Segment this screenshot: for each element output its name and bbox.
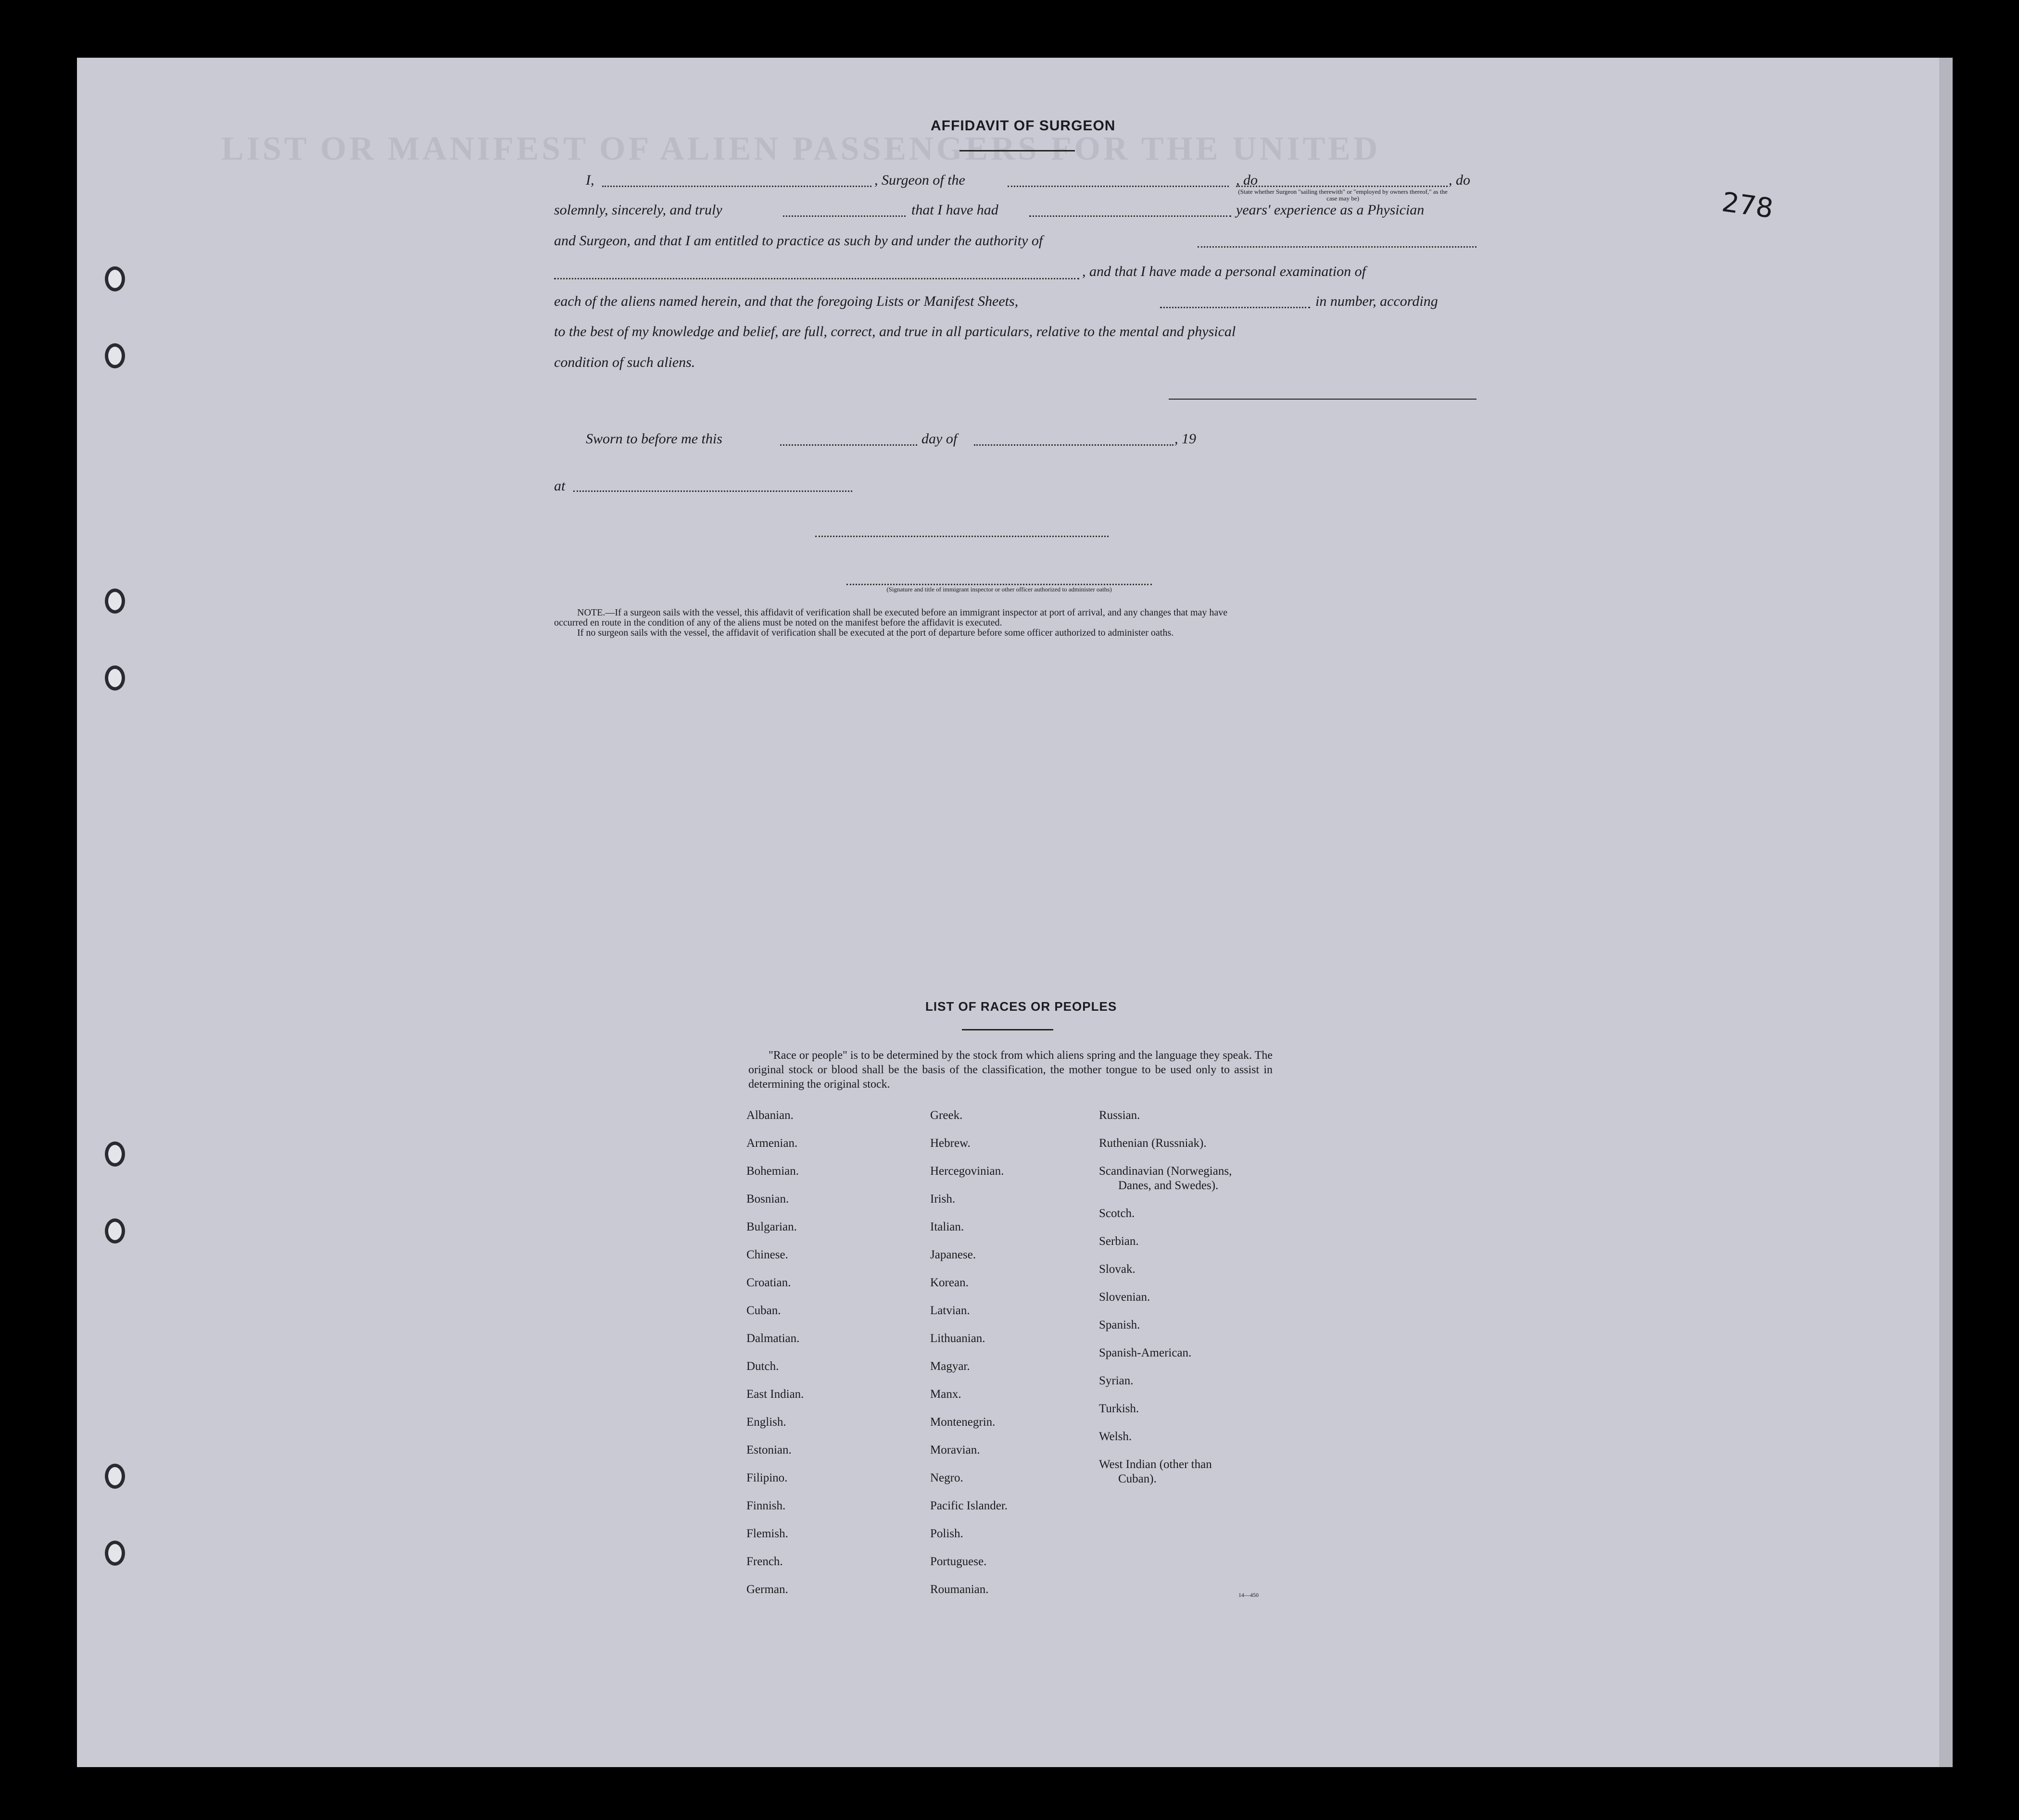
race-item: Ruthenian (Russniak). xyxy=(1099,1137,1207,1150)
affidavit-line5-b: in number, according xyxy=(1315,293,1438,309)
sworn-c: , 19 xyxy=(1174,431,1196,447)
race-item: Bosnian. xyxy=(746,1192,789,1205)
race-item: Albanian. xyxy=(746,1109,794,1122)
race-item: German. xyxy=(746,1583,788,1596)
race-item: East Indian. xyxy=(746,1388,804,1401)
race-item: Welsh. xyxy=(1099,1430,1132,1443)
race-item: Dutch. xyxy=(746,1360,779,1373)
affidavit-line1-b: , Surgeon of the xyxy=(874,172,965,188)
surgeon-signature-line[interactable] xyxy=(1169,399,1476,400)
race-item: Flemish. xyxy=(746,1527,788,1540)
binder-hole xyxy=(105,589,125,614)
race-item: Lithuanian. xyxy=(930,1332,985,1345)
binder-hole xyxy=(105,1464,125,1489)
race-item: Spanish-American. xyxy=(1099,1346,1192,1359)
page-number: 278 xyxy=(1719,186,1775,225)
race-item: Negro. xyxy=(930,1471,963,1484)
race-item: Serbian. xyxy=(1099,1235,1139,1248)
officer-field[interactable] xyxy=(815,536,1109,537)
race-item: Montenegrin. xyxy=(930,1416,996,1429)
race-item: Armenian. xyxy=(746,1137,798,1150)
race-item: Dalmatian. xyxy=(746,1332,800,1345)
race-item: Bohemian. xyxy=(746,1165,799,1178)
affidavit-line1-d: , do xyxy=(1449,172,1470,188)
at-label: at xyxy=(554,478,566,494)
sworn-month-field[interactable] xyxy=(974,444,1174,446)
affidavit-line6: to the best of my knowledge and belief, are full, correct, and true in all particulars, relative to the mental and physical xyxy=(554,324,1236,339)
race-item: Hebrew. xyxy=(930,1137,971,1150)
sworn-b: day of xyxy=(921,431,958,447)
affidavit-line5-a: each of the aliens named herein, and that the foregoing Lists or Manifest Sheets, xyxy=(554,293,1019,309)
sworn-a: Sworn to before me this xyxy=(586,431,722,447)
vessel-name-field[interactable] xyxy=(1008,186,1229,187)
race-item: Cuban. xyxy=(746,1304,781,1317)
sworn-day-field[interactable] xyxy=(780,444,917,446)
race-item: Hercegovinian. xyxy=(930,1165,1004,1178)
authority-field-2[interactable] xyxy=(554,278,1079,279)
race-item: Scandinavian (Norwegians, xyxy=(1099,1165,1232,1178)
race-item: Croatian. xyxy=(746,1276,791,1289)
race-item: Japanese. xyxy=(930,1248,976,1261)
race-item: Moravian. xyxy=(930,1443,980,1456)
races-intro: "Race or people" is to be determined by the stock from which aliens spring and the language they speak. The original stock or blood shall be the basis of the classification, the mother tongue to be used only to assist in determining the original stock. xyxy=(748,1049,1273,1091)
manifest-sheet xyxy=(77,58,1953,1767)
affidavit-line4: , and that I have made a personal examination of xyxy=(1082,264,1366,279)
affidavit-line2-a: solemnly, sincerely, and truly xyxy=(554,202,722,218)
race-item: Syrian. xyxy=(1099,1374,1134,1387)
binder-hole xyxy=(105,1142,125,1167)
race-item: Finnish. xyxy=(746,1499,786,1512)
race-item: Bulgarian. xyxy=(746,1220,797,1233)
race-item: Roumanian. xyxy=(930,1583,989,1596)
race-item: Slovak. xyxy=(1099,1263,1136,1276)
races-title-underline xyxy=(962,1029,1053,1030)
bleed-through-text: LIST OR MANIFEST OF ALIEN PASSENGERS FOR THE UNITED xyxy=(221,130,1381,167)
form-code: 14—450 xyxy=(1238,1592,1259,1598)
place-field[interactable] xyxy=(573,490,852,492)
binder-hole xyxy=(105,343,125,368)
race-item: French. xyxy=(746,1555,783,1568)
surgeon-name-field[interactable] xyxy=(602,186,871,187)
race-item: Greek. xyxy=(930,1109,963,1122)
race-item: Estonian. xyxy=(746,1443,792,1456)
races-title: LIST OF RACES OR PEOPLES xyxy=(925,999,1117,1014)
race-item: Magyar. xyxy=(930,1360,970,1373)
affidavit-line3: and Surgeon, and that I am entitled to practice as such by and under the authority of xyxy=(554,233,1043,249)
title-underline xyxy=(959,150,1075,151)
race-item: Turkish. xyxy=(1099,1402,1139,1415)
race-item: Slovenian. xyxy=(1099,1291,1150,1304)
authority-field-1[interactable] xyxy=(1198,246,1476,248)
race-item: Danes, and Swedes). xyxy=(1118,1179,1219,1192)
affidavit-line2-c: years' experience as a Physician xyxy=(1236,202,1425,218)
affidavit-line1-c: , do xyxy=(1236,172,1258,188)
sheets-count-field[interactable] xyxy=(1160,307,1310,308)
affidavit-line7: condition of such aliens. xyxy=(554,354,695,370)
affidavit-line1-a: I, xyxy=(586,172,594,188)
surgeon-status-note: (State whether Surgeon "sailing therewith" or "employed by owners thereof," as the case may be) xyxy=(1238,188,1448,202)
oath-word-field[interactable] xyxy=(783,215,906,217)
binder-hole xyxy=(105,1218,125,1243)
surgeon-status-field[interactable] xyxy=(1236,186,1448,187)
race-item: Italian. xyxy=(930,1220,964,1233)
binder-hole xyxy=(105,1541,125,1566)
race-item: Spanish. xyxy=(1099,1318,1140,1331)
race-item: English. xyxy=(746,1416,786,1429)
race-item: West Indian (other than xyxy=(1099,1458,1212,1471)
affidavit-line2-b: that I have had xyxy=(911,202,998,218)
race-item: Irish. xyxy=(930,1192,956,1205)
note-line-3: If no surgeon sails with the vessel, the affidavit of verification shall be executed at the port of departure before some officer authorized to administer oaths. xyxy=(577,628,1174,638)
note-line-2: occurred en route in the condition of any of the aliens must be noted on the manifest before the affidavit is executed. xyxy=(554,617,1002,628)
affidavit-title: AFFIDAVIT OF SURGEON xyxy=(931,118,1116,134)
binder-hole xyxy=(105,665,125,690)
binder-hole xyxy=(105,266,125,291)
inspector-signature-field[interactable] xyxy=(846,584,1152,585)
years-field[interactable] xyxy=(1029,215,1231,217)
race-item: Cuban). xyxy=(1118,1472,1157,1485)
race-item: Latvian. xyxy=(930,1304,970,1317)
race-item: Filipino. xyxy=(746,1471,788,1484)
race-item: Polish. xyxy=(930,1527,963,1540)
note-line-1: NOTE.—If a surgeon sails with the vessel, this affidavit of verification shall be executed before an immigrant inspector at port of arrival, and any changes that may have xyxy=(577,607,1228,618)
race-item: Korean. xyxy=(930,1276,969,1289)
race-item: Scotch. xyxy=(1099,1207,1135,1220)
race-item: Manx. xyxy=(930,1388,961,1401)
signature-caption: (Signature and title of immigrant inspector or other officer authorized to administer oaths) xyxy=(886,586,1112,593)
race-item: Chinese. xyxy=(746,1248,788,1261)
race-item: Portuguese. xyxy=(930,1555,987,1568)
race-item: Russian. xyxy=(1099,1109,1140,1122)
race-item: Pacific Islander. xyxy=(930,1499,1008,1512)
